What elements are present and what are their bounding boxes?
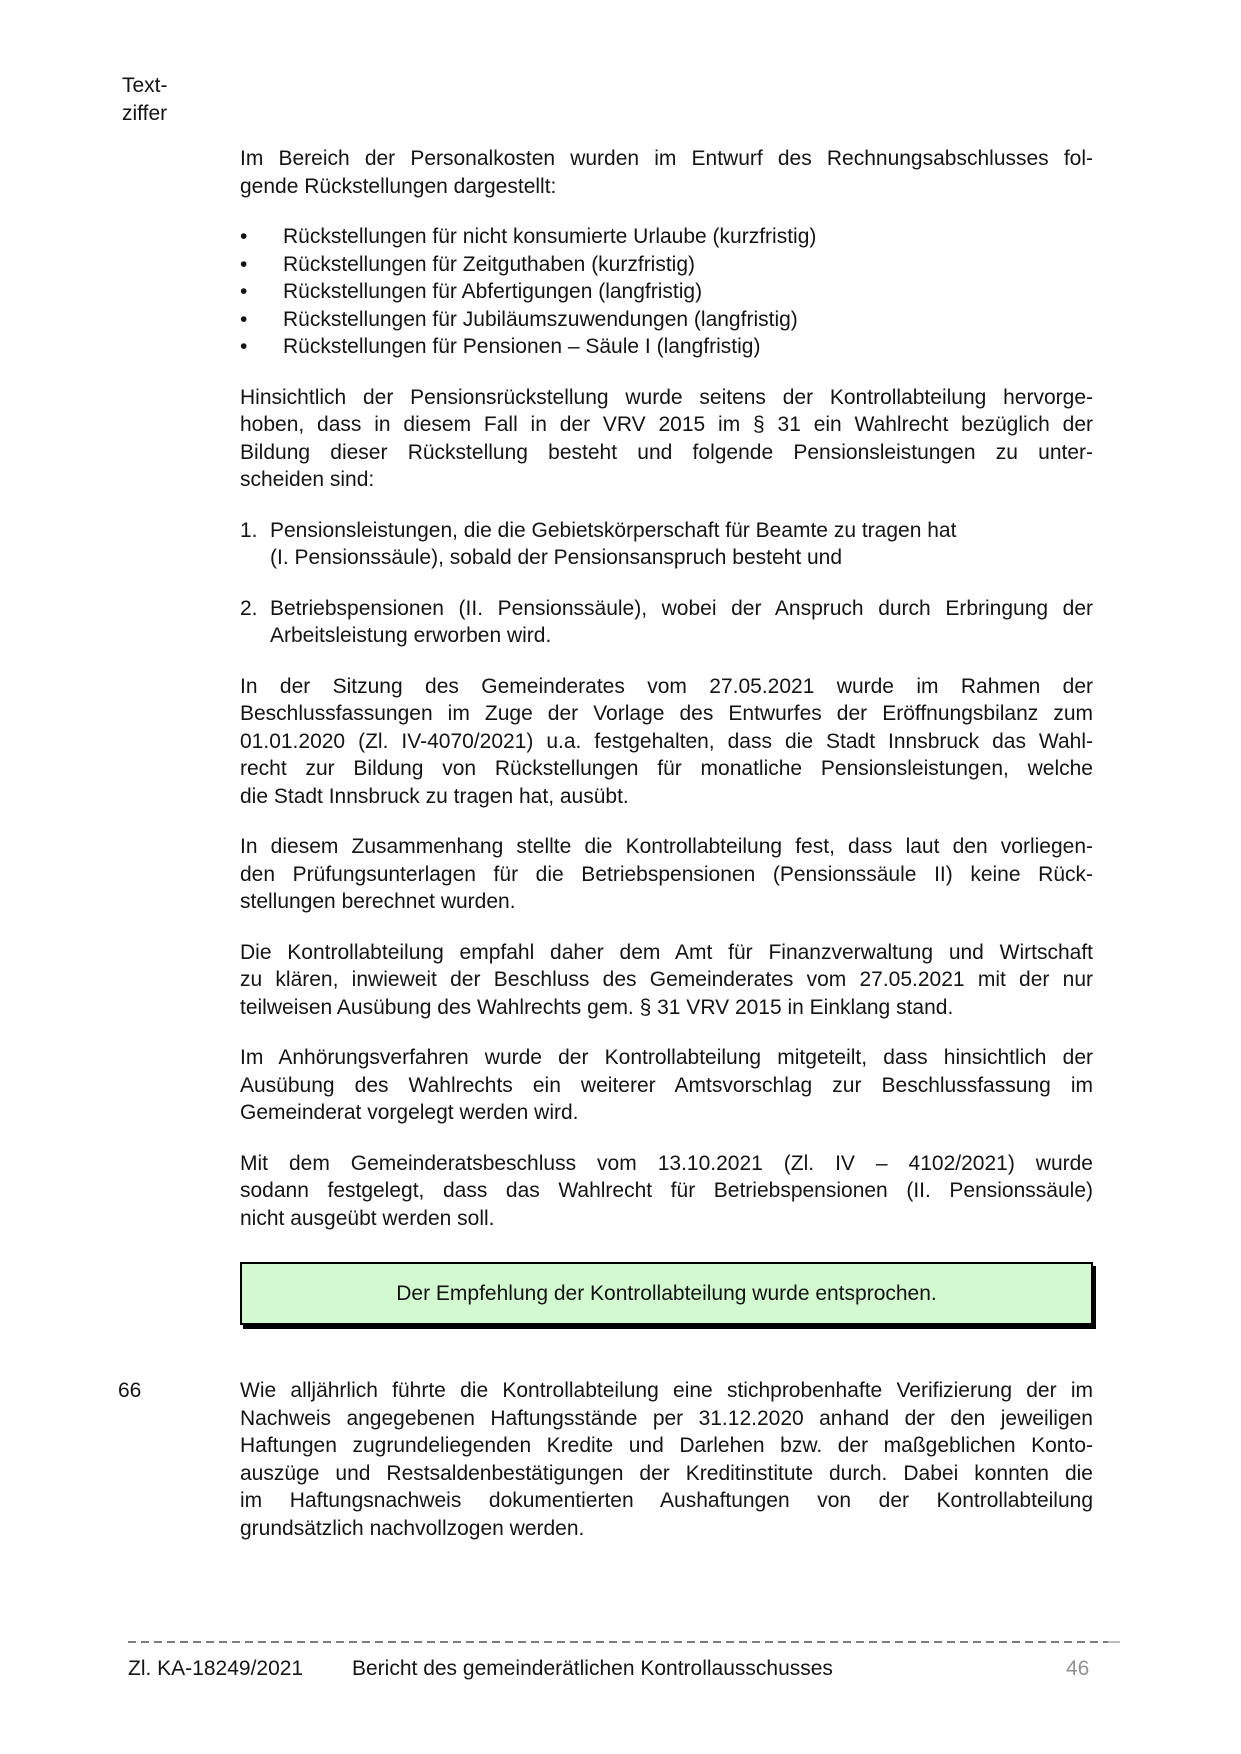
paragraph-line: Die Kontrollabteilung empfahl daher dem Amt für Finanzverwaltung und Wirtschaft	[240, 940, 1093, 964]
bullet-list-item	[240, 306, 1093, 334]
footer-doc-ref: Zl. KA-18249/2021	[128, 1657, 304, 1680]
paragraph-line: Nachweis angegebenen Haftungsstände per 31.12.2020 anhand der den jeweiligen	[240, 1406, 1093, 1430]
paragraph-line: Im Bereich der Personalkosten wurden im Entwurf des Rechnungsabschlusses fol-	[240, 147, 1093, 170]
numbered-item	[240, 517, 1093, 572]
bullet-item-text: Rückstellungen für Abfertigungen (langfristig)	[283, 280, 703, 303]
paragraph-line: Beschlussfassungen im Zuge der Vorlage des Entwurfes der Eröffnungsbilanz zum	[240, 702, 1093, 725]
numbered-item-number: 1.	[240, 518, 258, 542]
paragraph-line: im Haftungsnachweis dokumentierten Aushaftungen von der Kontrollabteilung	[240, 1489, 1093, 1512]
paragraph-line: den Prüfungsunterlagen für die Betriebspensionen (Pensionssäule II) keine Rück-	[240, 862, 1093, 886]
paragraph-line: zu klären, inwieweit der Beschluss des Gemeinderates vom 27.05.2021 mit der nur	[240, 968, 1093, 991]
paragraph-line: auszüge und Restsaldenbestätigungen der Kreditinstitute durch. Dabei konnten die	[240, 1461, 1093, 1485]
margin-section-number: 66	[118, 1379, 142, 1402]
paragraph-line: scheiden sind:	[240, 468, 375, 491]
paragraph	[240, 833, 1093, 916]
paragraph	[240, 145, 1093, 200]
paragraph-line: Mit dem Gemeinderatsbeschluss vom 13.10.2021 (Zl. IV – 4102/2021) wurde	[240, 1151, 1093, 1175]
paragraph-line: stellungen berechnet wurden.	[240, 890, 516, 913]
footer-page-number: 46	[1066, 1657, 1090, 1680]
paragraph-line: Ausübung des Wahlrechts ein weiterer Amtsvorschlag zur Beschlussfassung im	[240, 1073, 1093, 1097]
paragraph-line: 01.01.2020 (Zl. IV-4070/2021) u.a. festgehalten, dass die Stadt Innsbruck das Wahl-	[240, 729, 1093, 753]
paragraph-line: die Stadt Innsbruck zu tragen hat, ausübt.	[240, 784, 629, 808]
bullet-list-item	[240, 223, 1093, 251]
paragraph-line: grundsätzlich nachvollzogen werden.	[240, 1516, 585, 1540]
numbered-item-text	[270, 595, 1093, 650]
recommendation-callout	[240, 1262, 1093, 1325]
paragraph-line: Hinsichtlich der Pensionsrückstellung wurde seitens der Kontrollabteilung hervorge-	[240, 385, 1093, 409]
paragraph-line: Arbeitsleistung erworben wird.	[270, 624, 552, 647]
paragraph-line: Pensionsleistungen, die die Gebietskörperschaft für Beamte zu tragen hat	[270, 518, 957, 542]
paragraph-line: hoben, dass in diesem Fall in der VRV 2015 im § 31 ein Wahlrecht bezüglich der	[240, 413, 1093, 436]
paragraph-line: Haftungen zugrundeliegenden Kredite und Darlehen bzw. der maßgeblichen Konto-	[240, 1434, 1093, 1457]
paragraph	[240, 1150, 1093, 1233]
bullet-list-item	[240, 333, 1093, 361]
paragraph-line: sodann festgelegt, dass das Wahlrecht für Betriebspensionen (II. Pensionssäule)	[240, 1179, 1093, 1202]
paragraph-line: nicht ausgeübt werden soll.	[240, 1206, 495, 1230]
numbered-item	[240, 595, 1093, 650]
bullet-list-item	[240, 278, 1093, 306]
paragraph	[240, 939, 1093, 1022]
bullet-list-item	[240, 251, 1093, 279]
paragraph-line: Im Anhörungsverfahren wurde der Kontrollabteilung mitgeteilt, dass hinsichtlich der	[240, 1046, 1093, 1069]
margin-column-header-line1: Text-	[122, 74, 168, 97]
bullet-item-text: Rückstellungen für Jubiläumszuwendungen (langfristig)	[283, 307, 798, 331]
paragraph	[240, 673, 1093, 811]
bullet-item-text: Rückstellungen für Pensionen – Säule I (langfristig)	[283, 335, 761, 358]
paragraph-line: gende Rückstellungen dargestellt:	[240, 174, 557, 198]
bullet-item-text: Rückstellungen für Zeitguthaben (kurzfristig)	[283, 252, 696, 276]
footer-divider-end-dash	[1108, 1641, 1120, 1643]
bullet-item-text: Rückstellungen für nicht konsumierte Urlaube (kurzfristig)	[283, 225, 817, 248]
recommendation-callout-text: Der Empfehlung der Kontrollabteilung wurde entsprochen.	[396, 1281, 937, 1305]
document-body	[118, 145, 1093, 1565]
paragraph-line: In diesem Zusammenhang stellte die Kontrollabteilung fest, dass laut den vorliegen-	[240, 835, 1093, 858]
paragraph	[118, 1377, 1093, 1542]
numbered-item-number: 2.	[240, 596, 258, 620]
paragraph-line: (I. Pensionssäule), sobald der Pensionsanspruch besteht und	[270, 546, 843, 569]
bullet-icon: •	[240, 252, 248, 276]
paragraph	[240, 1044, 1093, 1127]
paragraph-line: recht zur Bildung von Rückstellungen für monatliche Pensionsleistungen, welche	[240, 757, 1093, 780]
footer-doc-title: Bericht des gemeinderätlichen Kontrollausschusses	[352, 1657, 833, 1680]
paragraph-line: Bildung dieser Rückstellung besteht und folgende Pensionsleistungen zu unter-	[240, 440, 1093, 464]
footer-divider-dashed-line	[128, 1641, 1108, 1643]
numbered-item-text	[270, 517, 1093, 572]
bullet-icon: •	[240, 280, 248, 303]
margin-column-header-line2: ziffer	[122, 101, 168, 125]
paragraph-line: Wie alljährlich führte die Kontrollabteilung eine stichprobenhafte Verifizierung der im	[240, 1379, 1093, 1402]
bullet-icon: •	[240, 335, 248, 358]
paragraph	[240, 384, 1093, 494]
margin-column-header	[122, 72, 168, 127]
bullet-list	[240, 223, 1093, 361]
bullet-icon: •	[240, 307, 248, 331]
paragraph-line: Betriebspensionen (II. Pensionssäule), wobei der Anspruch durch Erbringung der	[270, 596, 1093, 620]
bullet-icon: •	[240, 225, 248, 248]
paragraph-line: teilweisen Ausübung des Wahlrechts gem. § 31 VRV 2015 in Einklang stand.	[240, 995, 954, 1019]
paragraph-line: Gemeinderat vorgelegt werden wird.	[240, 1101, 579, 1124]
paragraph-line: In der Sitzung des Gemeinderates vom 27.05.2021 wurde im Rahmen der	[240, 674, 1093, 698]
